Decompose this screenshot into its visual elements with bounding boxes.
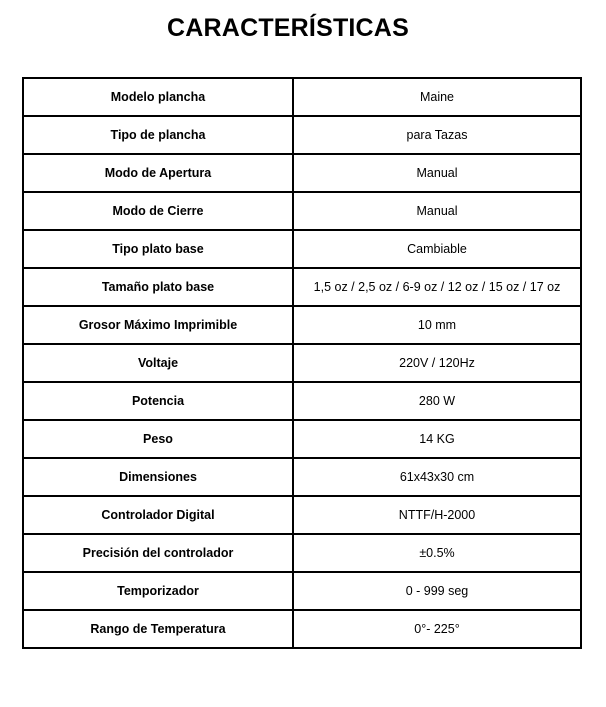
spec-value: 61x43x30 cm <box>293 458 581 496</box>
table-row <box>23 610 581 648</box>
spec-label: Modo de Apertura <box>23 154 293 192</box>
spec-value: Maine <box>293 78 581 116</box>
specs-table <box>22 77 582 649</box>
spec-label: Controlador Digital <box>23 496 293 534</box>
table-row <box>23 344 581 382</box>
table-row <box>23 306 581 344</box>
spec-value: 14 KG <box>293 420 581 458</box>
spec-value: Manual <box>293 154 581 192</box>
spec-label: Grosor Máximo Imprimible <box>23 306 293 344</box>
table-row <box>23 192 581 230</box>
table-row <box>23 420 581 458</box>
spec-label: Potencia <box>23 382 293 420</box>
table-row <box>23 534 581 572</box>
spec-label: Tipo de plancha <box>23 116 293 154</box>
spec-label: Temporizador <box>23 572 293 610</box>
table-row <box>23 154 581 192</box>
spec-label: Tipo plato base <box>23 230 293 268</box>
table-row <box>23 116 581 154</box>
spec-value: para Tazas <box>293 116 581 154</box>
spec-value: Manual <box>293 192 581 230</box>
spec-label: Dimensiones <box>23 458 293 496</box>
spec-value: 0 - 999 seg <box>293 572 581 610</box>
spec-label: Voltaje <box>23 344 293 382</box>
spec-label: Modo de Cierre <box>23 192 293 230</box>
spec-value: 0°- 225° <box>293 610 581 648</box>
spec-label: Modelo plancha <box>23 78 293 116</box>
spec-value: 1,5 oz / 2,5 oz / 6-9 oz / 12 oz / 15 oz / 17 oz <box>293 268 581 306</box>
spec-label: Precisión del controlador <box>23 534 293 572</box>
spec-label: Tamaño plato base <box>23 268 293 306</box>
spec-value: Cambiable <box>293 230 581 268</box>
page-title: CARACTERÍSTICAS <box>167 14 409 42</box>
spec-value: 220V / 120Hz <box>293 344 581 382</box>
table-row <box>23 496 581 534</box>
spec-value: NTTF/H-2000 <box>293 496 581 534</box>
table-row <box>23 382 581 420</box>
table-row <box>23 268 581 306</box>
spec-value: ±0.5% <box>293 534 581 572</box>
table-row <box>23 458 581 496</box>
table-row <box>23 572 581 610</box>
spec-label: Peso <box>23 420 293 458</box>
spec-value: 10 mm <box>293 306 581 344</box>
table-row <box>23 230 581 268</box>
spec-label: Rango de Temperatura <box>23 610 293 648</box>
spec-value: 280 W <box>293 382 581 420</box>
table-row <box>23 78 581 116</box>
